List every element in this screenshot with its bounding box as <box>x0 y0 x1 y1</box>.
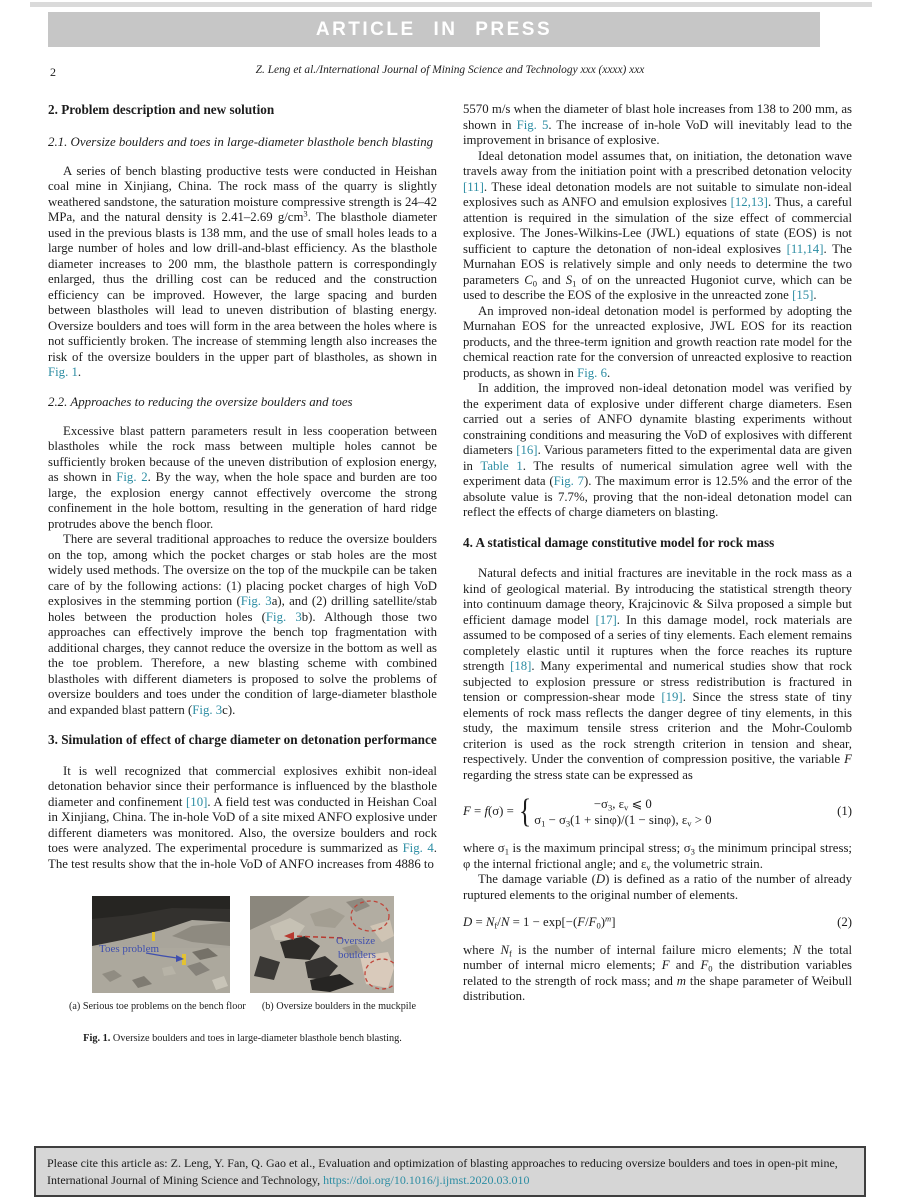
ref-link[interactable]: [17] <box>595 612 617 627</box>
photo-annotation-label: Oversize <box>335 935 375 947</box>
text-segment: . In this damage model, rock materials are assumed to be composed of a series of tiny elements. Each element remains completely elastic until it ruptures when the force reaches its rupture strength <box>463 612 852 673</box>
text-segment: N <box>792 942 802 957</box>
text-segment: / <box>585 915 589 929</box>
text-segment: 3 <box>690 846 695 857</box>
ref-link[interactable]: [16] <box>516 443 538 457</box>
ref-link[interactable]: [12,13] <box>730 195 768 209</box>
text-segment: An improved non-ideal detonation model is performed by adopting the Murnahan EOS for the unreacted explosive, JWL EOS for its reaction products, and the three-term ignition and growth reaction rate model for the chemical reaction rate for the conversion of unreacted explosive to reaction products, as shown in <box>463 303 852 380</box>
ref-link[interactable]: Fig. 3 <box>240 594 272 608</box>
left-column <box>48 100 437 1046</box>
text-segment: In addition, the improved non-ideal detonation model was verified by the experiment data of explosive under different charge diameters. Esen carried out a series of ANFO dynamite blasting experiments without constraining conditions and measuring the VoD of explosives with different diameters <box>463 381 852 457</box>
text-segment: > 0 <box>691 813 712 827</box>
text-segment: f <box>484 804 489 819</box>
paragraph <box>48 764 437 873</box>
page-header <box>48 64 852 79</box>
text-segment: f <box>508 948 512 959</box>
paragraph <box>463 566 852 783</box>
top-edge-strip <box>30 2 872 7</box>
text-segment: ] <box>611 915 616 929</box>
text-segment: the shape parameter of Weibull distribution. <box>463 973 853 1003</box>
text-segment: is the maximum principal stress; σ <box>508 841 691 855</box>
ref-link[interactable]: [11] <box>463 179 484 194</box>
ref-link[interactable]: Fig. 3 <box>192 702 223 717</box>
text-segment: / <box>497 915 501 929</box>
ref-link[interactable]: Fig. 6 <box>577 365 607 380</box>
cases-brace: { <box>518 793 532 830</box>
paragraph <box>48 164 437 381</box>
text-segment: . The blasthole diameter used in the previous blasts is 138 mm, and the use of small holes leads to a large number of holes and low drill-and-blast efficiency. As the blasthole diameter increases to 200 mm, the blasthole pattern is correspondingly enlarged, thus the drilling cost can be reduced and the construction efficiency can be improved. However, the large spacing and burden between blastholes will lead to uneven distribution of blasting energy. Oversize boulders and toes will form in the area between the holes where is not sufficiently broken. The increase of stemming length also increases the risk of the oversize boulders in the upper part of blastholes, as shown in <box>48 210 437 364</box>
text-segment: , ε <box>612 797 625 811</box>
ref-link[interactable]: [11,14] <box>786 241 824 256</box>
text-segment: (1 + sinφ)/(1 − sinφ), ε <box>570 813 688 827</box>
text-segment: v <box>687 818 692 829</box>
subsection-heading: 2.2. Approaches to reducing the oversize boulders and toes <box>48 394 353 409</box>
photo-toe-problems <box>92 896 230 993</box>
text-segment: D <box>595 872 606 886</box>
text-segment: where <box>463 942 501 957</box>
paragraph <box>463 943 852 1005</box>
text-segment: m <box>676 973 687 988</box>
paragraph <box>463 304 852 382</box>
ref-link[interactable]: [19] <box>661 690 683 704</box>
equation-number: (2) <box>837 915 852 929</box>
text-segment: F <box>661 958 670 972</box>
left-column-text <box>48 102 437 872</box>
paragraph <box>463 102 852 149</box>
section-heading: 3. Simulation of effect of charge diameter on detonation performance <box>48 732 437 747</box>
text-segment: the distribution variables related to the strength of rock mass; and <box>463 958 852 988</box>
citation-text: Please cite this article as: Z. Leng, Y. Fan, Q. Gao et al., Evaluation and optimization of blasting approaches to reducing oversize boulders and toes in open-pit mine, International Journal of Mining Science and Technology, <box>47 1156 838 1187</box>
ref-link[interactable]: [10] <box>186 794 208 809</box>
text-segment: The damage variable ( <box>478 872 596 886</box>
text-segment: v <box>624 802 629 813</box>
text-segment: . <box>606 365 611 380</box>
yellow-marker <box>152 932 155 941</box>
photo-annotation-label: Toes problem <box>98 943 159 955</box>
text-segment: N <box>500 942 509 957</box>
text-segment: the total number of internal micro elements; <box>463 942 852 972</box>
photo-subcaptions <box>48 999 437 1015</box>
text-segment: N <box>500 915 510 929</box>
text-segment: . <box>813 288 817 302</box>
text-segment: . <box>77 365 82 379</box>
text-segment: ) is defined as a ratio of the number of already ruptured elements to the original number of elements. <box>463 872 852 902</box>
text-segment: 1 <box>504 846 509 857</box>
text-segment: . These ideal detonation models are not suitable to simulate non-ideal explosives such as ANFO and emulsion explosives <box>463 179 852 209</box>
photo-annotation-label: boulders <box>337 949 376 961</box>
text-segment: F <box>577 915 586 929</box>
text-segment: a), and (2) drilling satellite/stab holes between the production holes ( <box>48 594 437 624</box>
text-segment: 3 <box>607 802 613 813</box>
text-segment: and <box>669 958 701 972</box>
ref-link[interactable]: Table 1 <box>480 458 523 473</box>
text-segment: where σ <box>463 841 505 855</box>
text-segment: [−( <box>561 915 578 929</box>
text-segment: A series of bench blasting productive tests were conducted in Heishan coal mine in Xinjiang, China. The rock mass of the quarry is slightly weathered sandstone, the saturation moisture compressive strength is 24–42 MPa, and the natural density is 2.41–2.69 g/cm <box>48 163 437 224</box>
text-segment: Excessive blast pattern parameters result in less cooperation between blastholes while the rock mass between multiple holes cannot be sufficiently broken because of the uneven distribution of explosion energy, as shown in <box>48 423 437 484</box>
text-segment: ⩽ 0 <box>628 797 652 811</box>
ref-link[interactable]: Fig. 5 <box>516 117 549 132</box>
text-segment: (σ) = <box>488 804 514 819</box>
text-segment: regarding the stress state can be expressed as <box>463 767 693 782</box>
text-segment: . Since the stress state of tiny elements of rock mass reflects the danger degree of tiny elements, in this study, the maximum tensile stress criterion and the Mohr-Coulomb criterion is used as the rock strength criterion in tension and shear, respectively. Under the convention of compression positive, the variable <box>463 690 852 766</box>
text-segment: = <box>470 804 485 819</box>
text-segment: . By the way, when the hole space and burden are too large, the explosion energy cannot effectively overcome the strong confinement in the hole bottom, resulting in the generation of hard ridge protrudes above the bench floor. <box>48 470 437 531</box>
text-segment: Ideal detonation model assumes that, on initiation, the detonation wave travels away from the initiation point with a prescribed detonation velocity <box>463 148 852 178</box>
figure-caption <box>48 1031 437 1047</box>
text-segment: c). <box>222 702 236 717</box>
two-column-body <box>48 100 852 1046</box>
text-segment: 1 <box>541 818 546 829</box>
text-segment: the minimum principal stress; φ the internal frictional angle; and ε <box>463 841 852 871</box>
text-segment: . The increase of in-hole VoD will inevitably lead to the improvement in brisance of explosive. <box>463 117 852 147</box>
text-segment: v <box>646 862 651 873</box>
text-segment: . Thus, a careful attention is required in the simulation of the size effect of commercial explosive. The Jones-Wilkins-Lee (JWL) equations of state (EOS) is not sufficient to capture the detonation of non-ideal explosives <box>463 195 852 256</box>
banner-text: ARTICLE IN PRESS <box>315 18 553 40</box>
paragraph <box>463 841 852 872</box>
equation-number: (1) <box>837 804 852 819</box>
text-segment: = 1 − exp <box>509 915 562 929</box>
text-segment: f <box>494 920 498 931</box>
equation-1 <box>463 795 852 829</box>
text-segment: N <box>485 915 495 929</box>
paragraph <box>463 149 852 304</box>
paragraph <box>463 872 852 903</box>
subcaption-a: (a) Serious toe problems on the bench floor <box>68 1001 246 1012</box>
text-segment: . The Murnahan EOS is relatively simple and only needs to determine the two parameters <box>463 241 852 287</box>
ref-link[interactable]: Fig. 7 <box>553 474 584 488</box>
text-segment: σ <box>534 813 542 827</box>
ref-link[interactable]: Fig. 2 <box>116 470 148 484</box>
text-segment: = <box>472 915 486 929</box>
paragraph <box>48 532 437 718</box>
text-segment: the volumetric strain. <box>650 856 763 871</box>
text-segment: C <box>524 272 533 287</box>
doi-link[interactable]: https://doi.org/10.1016/j.ijmst.2020.03.010 <box>323 1172 530 1187</box>
text-segment: 3 <box>303 208 308 219</box>
photo-oversize-boulders <box>250 896 394 993</box>
text-segment: − σ <box>545 813 566 827</box>
text-segment: F <box>700 958 709 972</box>
subcaption-b: (b) Oversize boulders in the muckpile <box>261 1001 416 1012</box>
figure-photos <box>48 896 437 993</box>
citation-box <box>34 1146 866 1197</box>
text-segment: S <box>565 272 573 287</box>
text-segment: ). The maximum error is 12.5% and the error of the absolute value is 7.7%, proving that the non-ideal detonation model can reflect the effects of charge diameters on blasting. <box>463 474 852 519</box>
text-segment: 0 <box>708 963 713 974</box>
article-in-press-banner <box>48 12 820 47</box>
text-segment: . The results of numerical simulation agree well with the experiment data ( <box>463 458 852 488</box>
figure-caption-label: Fig. 1. <box>83 1032 111 1044</box>
text-segment: −σ <box>593 797 608 811</box>
text-segment: 1 <box>572 278 577 289</box>
text-segment: b). Although those two approaches can effectively improve the bench top fragmentation with additional charges, they cannot reduce the oversize in the bottom as well as the toe problem. Therefore, a new blasting scheme with combined blastholes with different diameters is proposed to solve the problems of oversize boulders and toes under the condition of large-diameter blasthole and expanded blast pattern ( <box>48 609 437 717</box>
text-segment: . Various parameters fitted to the experimental data are given in <box>463 443 852 473</box>
section-heading: 2. Problem description and new solution <box>48 102 275 117</box>
text-segment: 0 <box>596 920 601 931</box>
figure-1 <box>48 896 437 1046</box>
text-segment: 3 <box>565 818 571 829</box>
text-segment: 0 <box>532 278 538 289</box>
text-segment: F <box>588 915 597 929</box>
text-segment: . A field test was conducted in Heishan Coal in Xinjiang, China. The in-hole VoD of a site mixed ANFO explosive under different diameters was monitored. Also, the oversize boulders and rock toes were analyzed. The experimental procedure is summarized as <box>48 794 437 855</box>
right-column-text <box>463 102 852 1005</box>
equation-2 <box>463 915 852 931</box>
paragraph <box>463 381 852 521</box>
section-heading: 4. A statistical damage constitutive model for rock mass <box>463 534 775 550</box>
text-segment: It is well recognized that commercial explosives exhibit non-ideal detonation behavior since their performance is influenced by the blasthole diameter and confinement <box>48 763 437 809</box>
text-segment: is the number of internal failure micro elements; <box>511 942 793 957</box>
text-segment: . Many experimental and numerical studies show that rock subjected to explosion pressure or stress redistribution is fractured in tension or compression-shear mode <box>463 659 852 704</box>
ref-link[interactable]: Fig. 4 <box>402 841 434 855</box>
text-segment: ) <box>600 915 606 929</box>
text-segment: Natural defects and initial fractures are inevitable in the rock mass as a kind of geological material. By introducing the statistical strength theory into continuum damage theory, Krajcinovic & Silva proposed a simple but efficient damage model <box>463 566 852 627</box>
ref-link[interactable]: [15] <box>792 288 814 302</box>
ref-link[interactable]: [18] <box>510 659 532 673</box>
text-segment: F <box>844 752 852 766</box>
ref-link[interactable]: Fig. 3 <box>265 609 302 624</box>
text-segment: There are several traditional approaches to reduce the oversize boulders on the top, among which the pocket charges or stab holes are the most widely used methods. The oversize on the top of the muckpile can be taken care of by the following actions: (1) placing pocket charges of high VoD explosives in the stemming portion ( <box>48 532 437 608</box>
ref-link[interactable]: Fig. 1 <box>48 365 78 379</box>
text-segment: F <box>463 804 471 819</box>
text-segment: m <box>605 913 612 924</box>
text-segment: 5570 m/s when the diameter of blast hole increases from 138 to 200 mm, as shown in <box>463 102 852 132</box>
text-segment: and <box>537 272 566 287</box>
text-segment: of on the unreacted Hugoniot curve, which can be used to describe the EOS of the explosive in the unreacted zone <box>463 272 852 302</box>
text-segment: . The test results show that the in-hole VoD of ANFO increases from 4886 to <box>48 841 437 871</box>
page-number: 2 <box>50 65 56 79</box>
running-head: Z. Leng et al./International Journal of Mining Science and Technology xxx (xxxx) xxx <box>255 64 645 76</box>
text-segment: D <box>463 915 473 929</box>
figure-caption-text: Oversize boulders and toes in large-diameter blasthole bench blasting. <box>112 1032 402 1044</box>
paragraph <box>48 424 437 533</box>
right-column <box>463 100 852 1046</box>
subsection-heading: 2.1. Oversize boulders and toes in large-diameter blasthole bench blasting <box>48 134 434 149</box>
